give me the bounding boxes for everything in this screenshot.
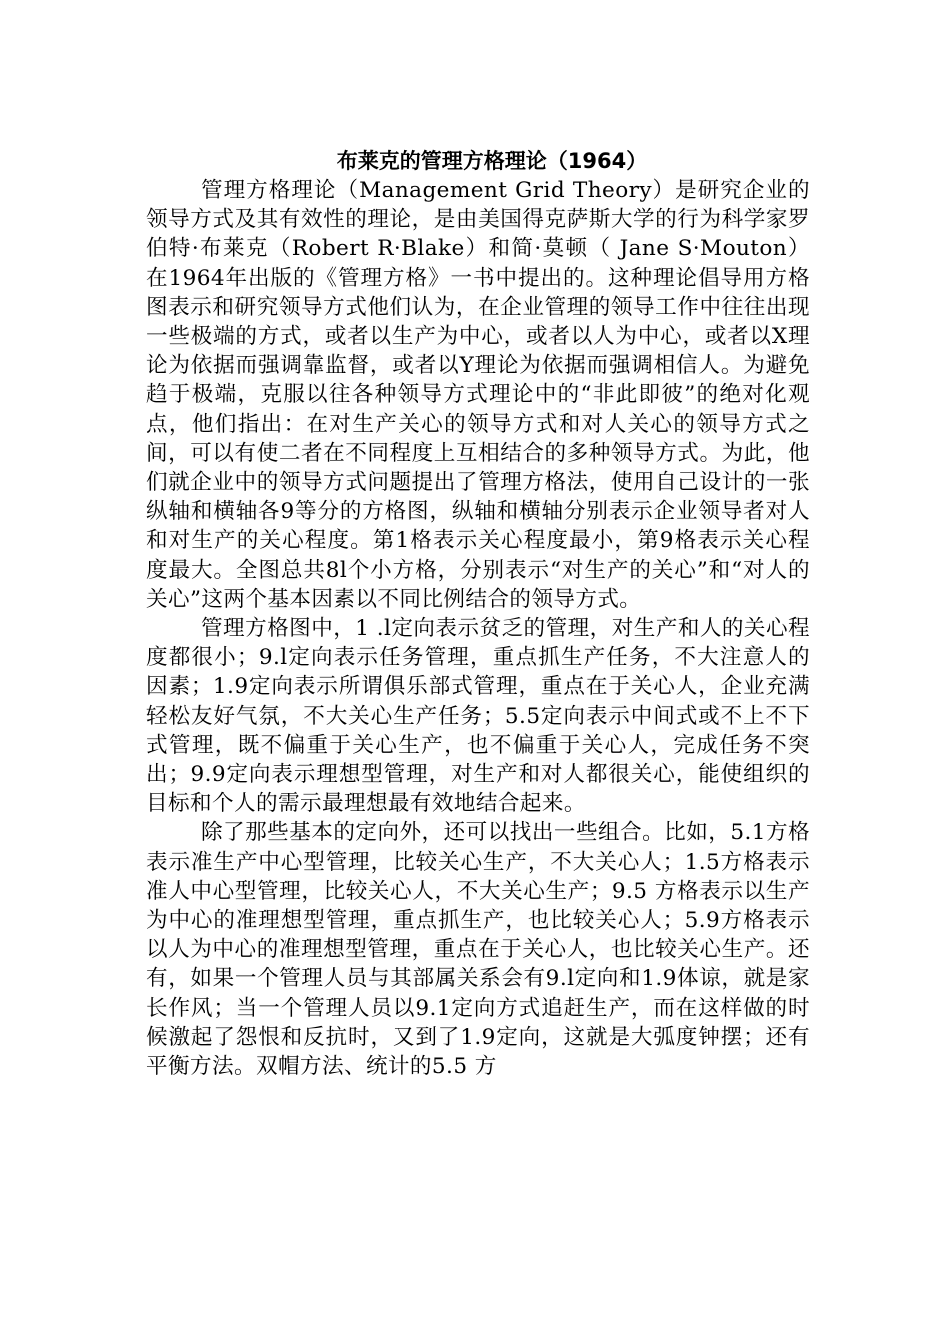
document-title: 布莱克的管理方格理论（1964）: [336, 149, 648, 173]
document-page: [146, 146, 810, 1081]
paragraph-combinations: 除了那些基本的定向外，还可以找出一些组合。比如，5.1方格表示准生产中心型管理，比较关心生产，不大关心人；1.5方格表示准人中心型管理，比较关心人，不大关心生产；9.5 方格表示以生产为中心的准理想型管理，重点抓生产，也比较关心人；5.9方格表示以人为中心的准理想型管理，重点在于关心人，也比较关心生产。还有，如果一个管理人员与其部属关系会有9.l定向和1.9体谅，就是家长作风；当一个管理人员以9.1定向方式追赶生产，而在这样做的时候激起了怨恨和反抗时，又到了1.9定向，这就是大弧度钟摆；还有平衡方法。双帽方法、统计的5.5 方: [146, 820, 810, 1080]
paragraph-grid-orientations: 管理方格图中，1 .l定向表示贫乏的管理，对生产和人的关心程度都很小；9.l定向表示任务管理，重点抓生产任务，不大注意人的因素；1.9定向表示所谓俱乐部式管理，重点在于关心人，企业充满轻松友好气氛，不大关心生产任务；5.5定向表示中间式或不上不下式管理，既不偏重于关心生产，也不偏重于关心人，完成任务不突出；9.9定向表示理想型管理，对生产和对人都很关心，能使组织的目标和个人的需示最理想最有效地结合起来。: [146, 616, 810, 817]
paragraph-intro: 管理方格理论（Management Grid Theory）是研究企业的领导方式及其有效性的理论，是由美国得克萨斯大学的行为科学家罗伯特·布莱克（Robert R·Blake）和简·莫顿（ Jane S·Mouton）在1964年出版的《管理方格》一书中提出的。这种理论倡导用方格图表示和研究领导方式他们认为，在企业管理的领导工作中往往出现一些极端的方式，或者以生产为中心，或者以人为中心，或者以X理论为依据而强调靠监督，或者以Y理论为依据而强调相信人。为避免趋于极端，克服以往各种领导方式理论中的“非此即彼”的绝对化观点，他们指出：在对生产关心的领导方式和对人关心的领导方式之间，可以有使二者在不同程度上互相结合的多种领导方式。为此，他们就企业中的领导方式问题提出了管理方格法，使用自己设计的一张纵轴和横轴各9等分的方格图，纵轴和横轴分别表示企业领导者对人和对生产的关心程度。第1格表示关心程度最小，第9格表示关心程度最大。全图总共8l个小方格，分别表示“对生产的关心”和“对人的关心”这两个基本因素以不同比例结合的领导方式。: [146, 178, 810, 612]
